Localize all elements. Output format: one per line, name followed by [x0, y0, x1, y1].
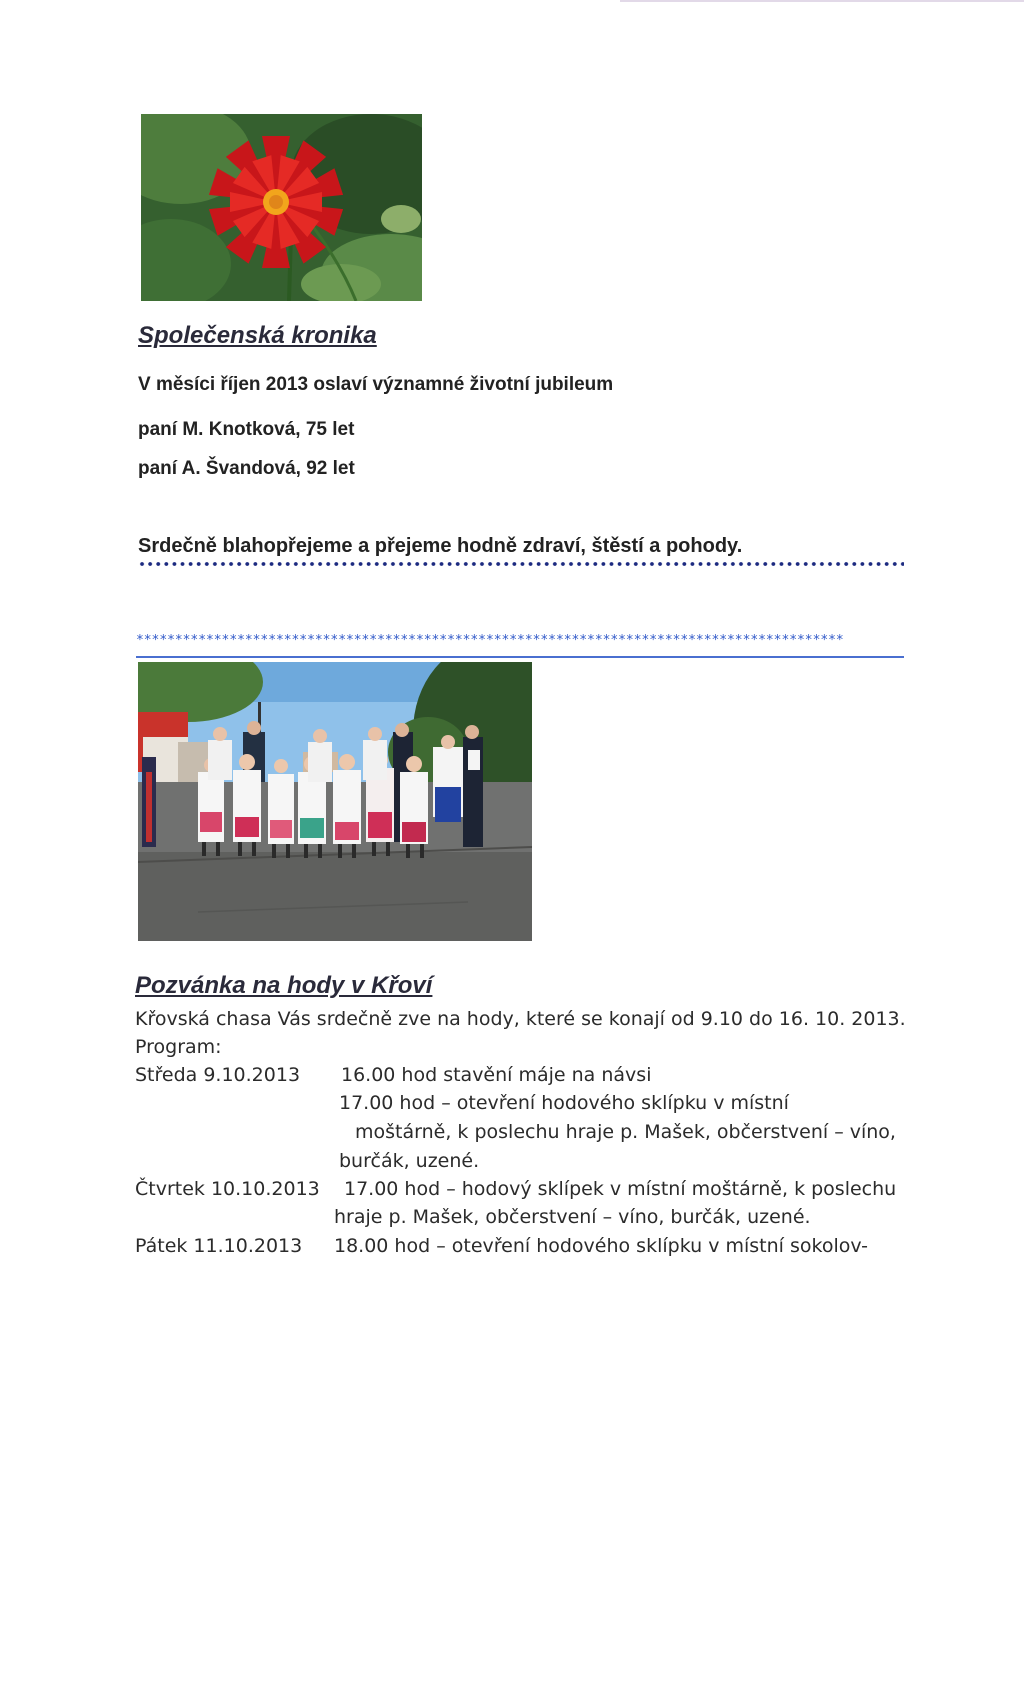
folk-costume-group-image	[138, 662, 532, 941]
red-dahlia-image	[141, 114, 422, 301]
program-day: Středa 9.10.2013	[135, 1064, 301, 1086]
program-event-line: hraje p. Mašek, občerstvení – víno, burčák, uzené.	[334, 1206, 811, 1228]
jubilee-person: paní A. Švandová, 92 let	[138, 458, 355, 479]
invitation-heading: Pozvánka na hody v Křoví	[135, 972, 433, 999]
program-event-line: 17.00 hod – hodový sklípek v místní moštárně, k poslechu	[344, 1178, 897, 1200]
flower-photo	[141, 114, 422, 301]
program-event-line: 18.00 hod – otevření hodového sklípku v místní sokolov-	[334, 1235, 868, 1257]
dotted-divider	[138, 560, 904, 568]
program-event-line: burčák, uzené.	[339, 1150, 480, 1172]
asterisk-divider: *******************************************************************************************	[136, 634, 844, 648]
blue-divider-line	[136, 656, 904, 658]
congratulations-text: Srdečně blahopřejeme a přejeme hodně zdraví, štěstí a pohody.	[138, 535, 743, 557]
program-label: Program:	[135, 1036, 222, 1058]
program-event-line: 16.00 hod stavění máje na návsi	[341, 1064, 652, 1086]
chronicle-heading: Společenská kronika	[138, 322, 377, 349]
program-day: Pátek 11.10.2013	[135, 1235, 303, 1257]
chronicle-intro: V měsíci říjen 2013 oslaví významné životní jubileum	[138, 374, 614, 395]
program-day: Čtvrtek 10.10.2013	[135, 1178, 320, 1200]
folk-group-photo	[138, 662, 532, 941]
top-edge-line	[620, 0, 1024, 2]
program-event-line: moštárně, k poslechu hraje p. Mašek, občerstvení – víno,	[355, 1121, 896, 1143]
program-event-line: 17.00 hod – otevření hodového sklípku v místní	[339, 1092, 789, 1114]
invitation-text: Křovská chasa Vás srdečně zve na hody, které se konají od 9.10 do 16. 10. 2013.	[135, 1008, 906, 1030]
jubilee-person: paní M. Knotková, 75 let	[138, 419, 355, 440]
